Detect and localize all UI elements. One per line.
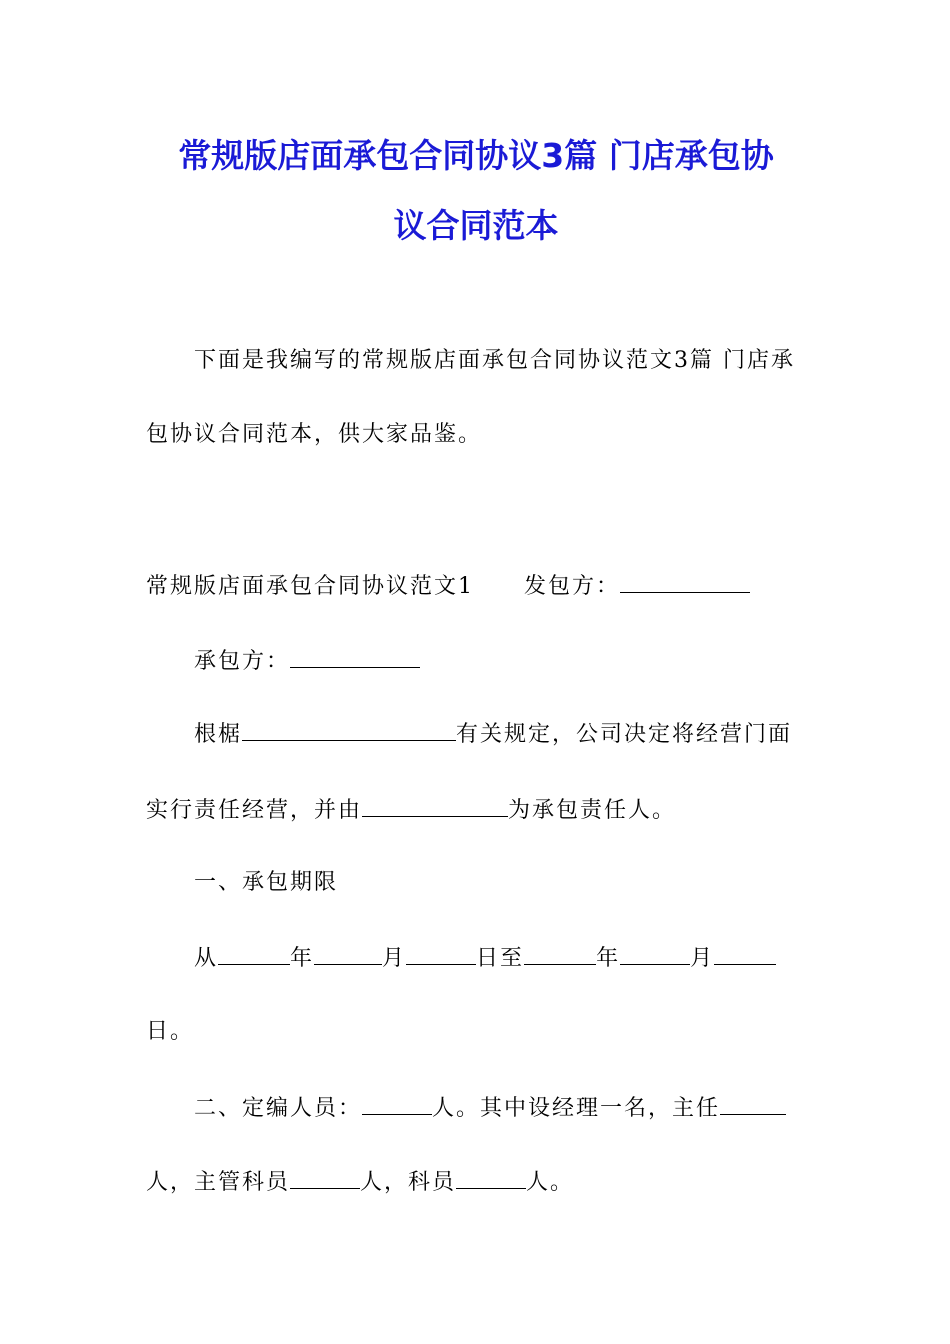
basis-blank [242,718,456,741]
start-year-blank [218,942,290,965]
term-dates-row [194,942,776,974]
basis-row [194,718,792,750]
term-day-to: 日至 [476,946,525,971]
term-year-2: 年 [596,946,621,971]
party-a-label: 发包方： [524,574,621,599]
term-year: 年 [290,946,315,971]
basis-prefix: 根椐 [194,722,243,747]
document-title-line-2: 议合同范本 [393,206,559,245]
document-title-line-1: 常规版店面承包合同协议3篇 门店承包协 [178,136,774,175]
staffing-line2-a: 人，主管科员 [146,1170,291,1195]
party-b-row [194,645,420,677]
responsibility-row [146,794,676,826]
staffing-prefix: 二、定编人员： [194,1096,363,1121]
section-heading: 常规版店面承包合同协议范文1 [146,574,474,599]
director-count-blank [720,1092,786,1115]
party-b-blank [290,645,420,668]
term-from: 从 [194,946,219,971]
term-month-2: 月 [690,946,715,971]
end-day-blank [714,942,776,965]
staffing-row-1 [194,1092,786,1124]
term-heading: 一、承包期限 [194,870,339,895]
staffing-mid: 人。其中设经理一名，主任 [432,1096,721,1121]
staffing-total-blank [362,1092,432,1115]
start-month-blank [314,942,382,965]
end-year-blank [524,942,596,965]
responsibility-prefix: 实行责任经营，并由 [146,798,363,823]
supervisor-count-blank [290,1166,360,1189]
intro-line-1: 下面是我编写的常规版店面承包合同协议范文3篇 门店承 [194,348,795,373]
basis-suffix: 有关规定，公司决定将经营门面 [456,722,793,747]
clerk-count-blank [456,1166,526,1189]
start-day-blank [406,942,476,965]
end-month-blank [620,942,690,965]
term-end: 日。 [146,1019,195,1044]
intro-line-2: 包协议合同范本，供大家品鉴。 [146,422,483,447]
staffing-line2-c: 人。 [526,1170,575,1195]
term-month: 月 [382,946,407,971]
staffing-row-2 [146,1166,574,1198]
responsibility-blank [362,794,508,817]
section-heading-row [146,570,750,602]
party-b-label: 承包方： [194,649,291,674]
responsibility-suffix: 为承包责任人。 [508,798,677,823]
staffing-line2-b: 人，科员 [360,1170,457,1195]
party-a-blank [620,570,750,593]
